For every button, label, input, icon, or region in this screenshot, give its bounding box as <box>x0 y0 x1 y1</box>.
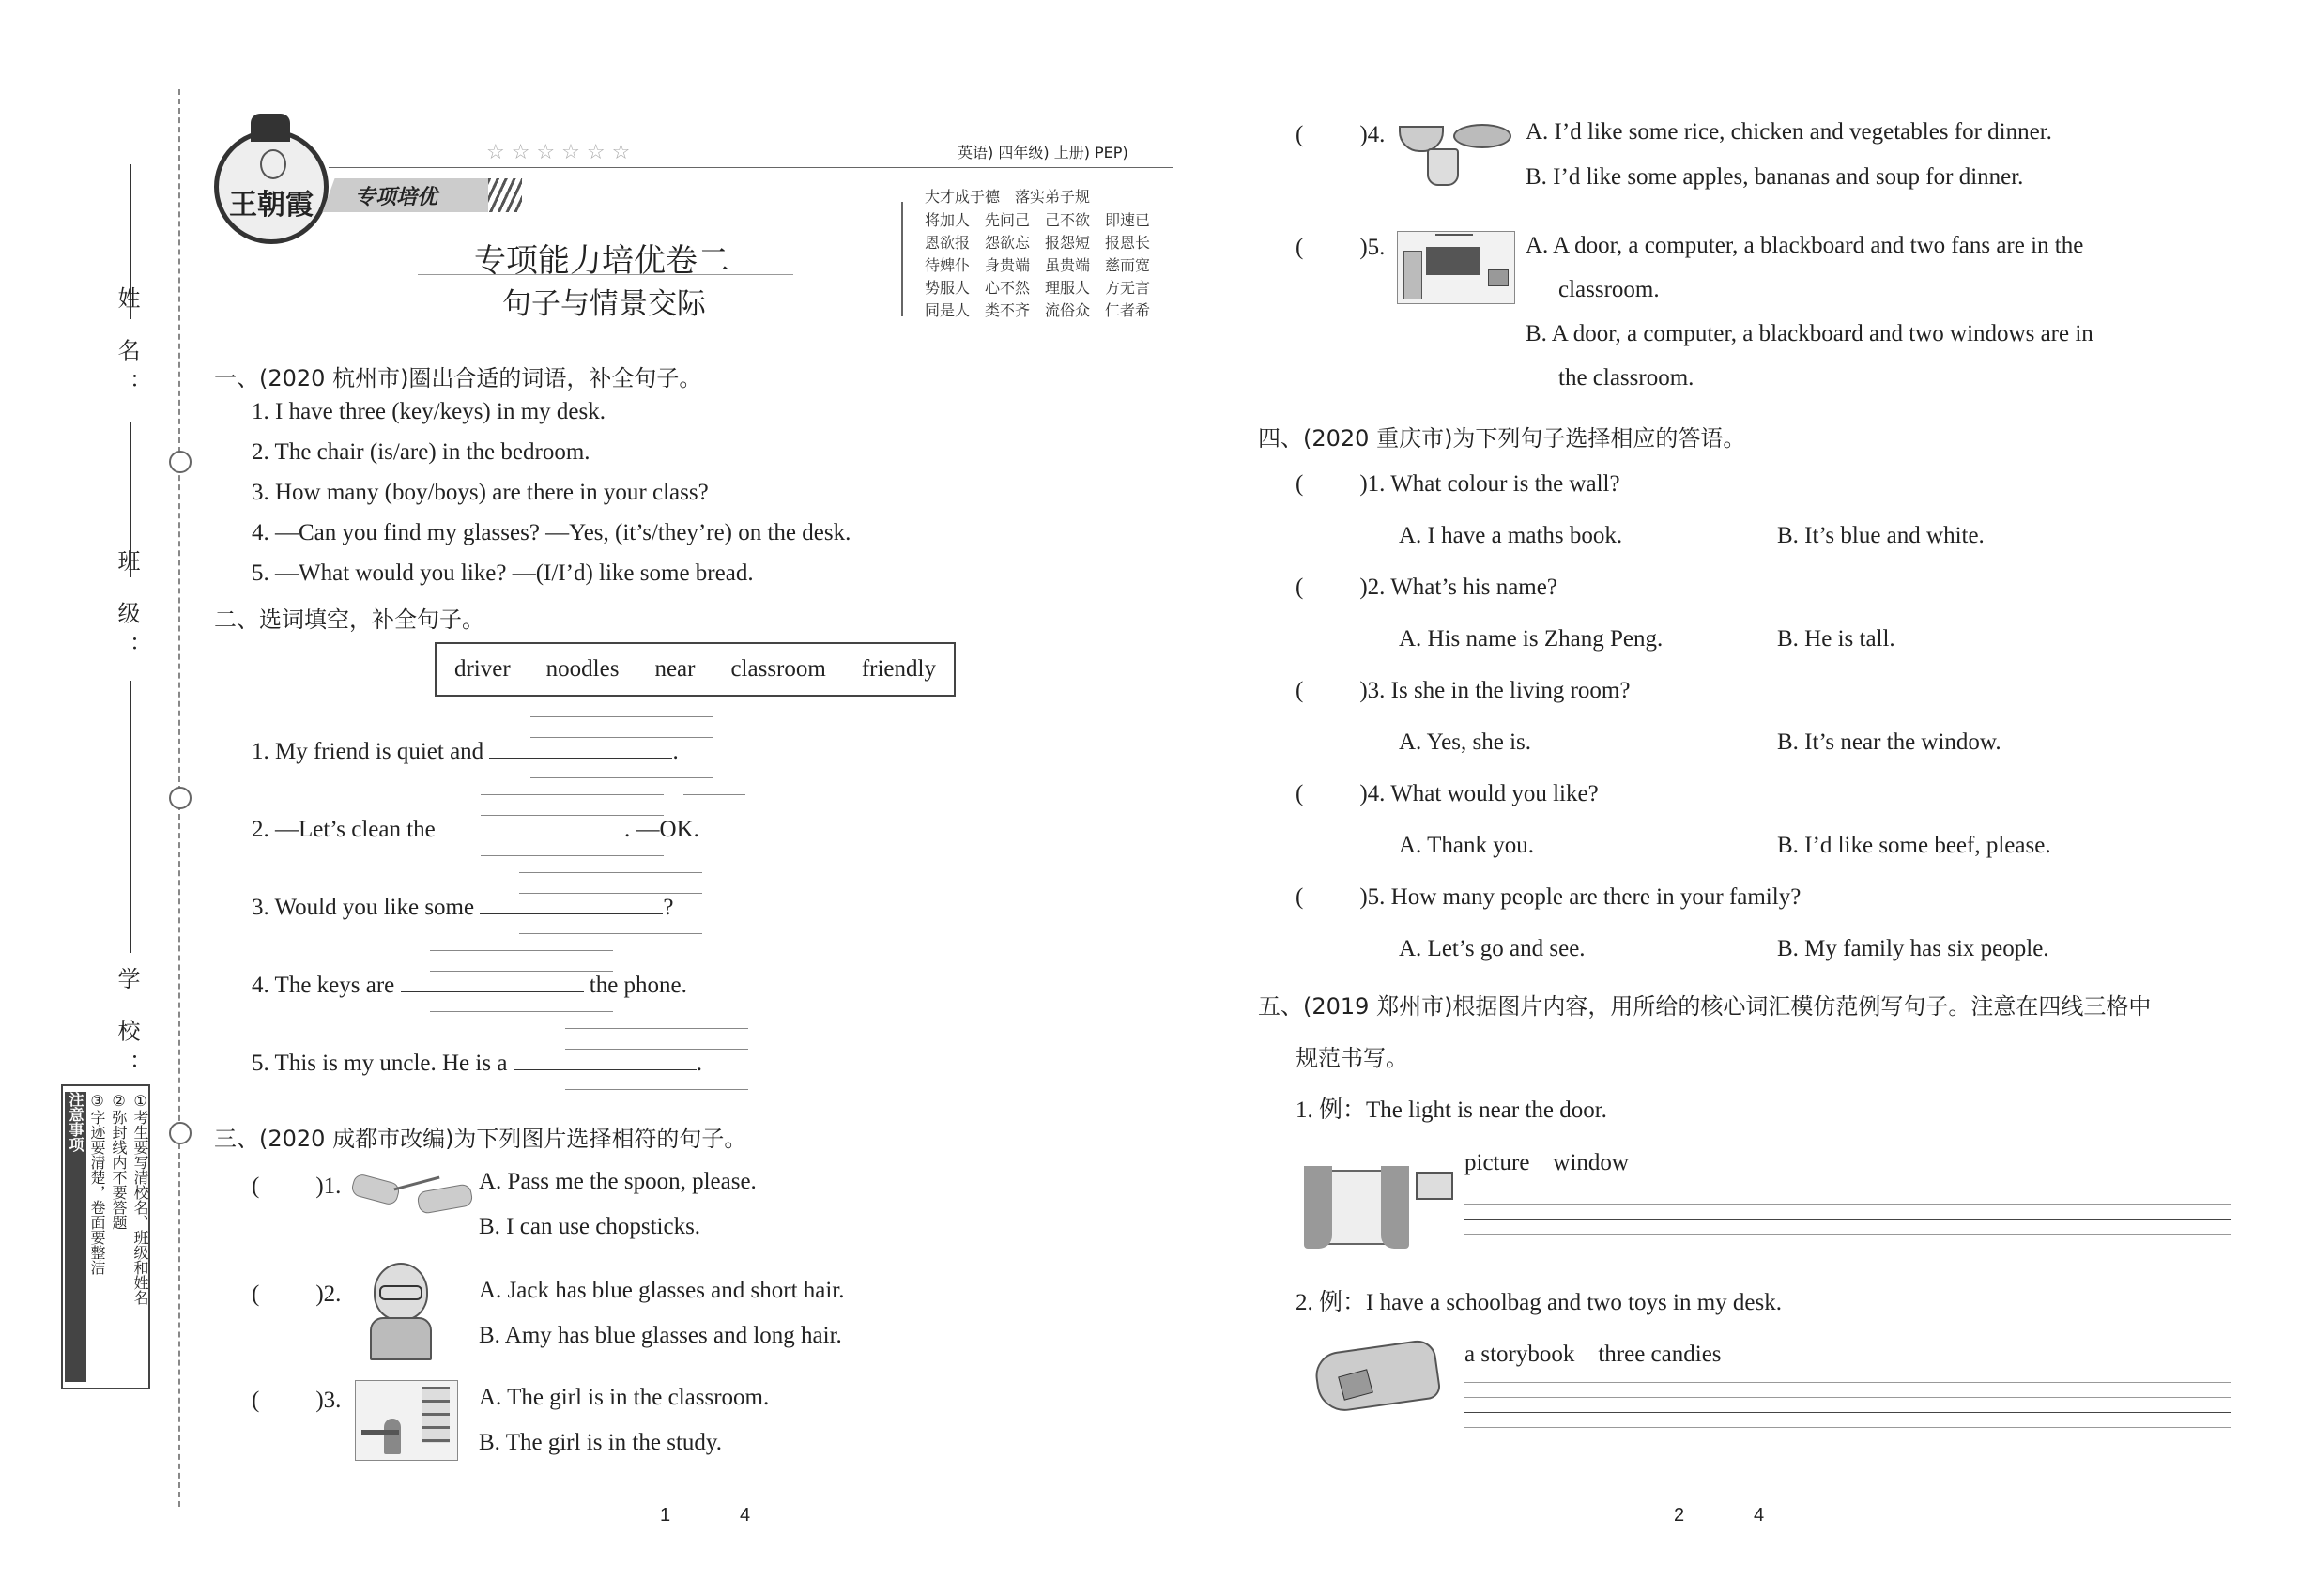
s3-item-1-option-b: B. I can use chopsticks. <box>479 1214 701 1239</box>
s2-item-5 <box>252 1047 702 1077</box>
s4-item-2-option-a: A. His name is Zhang Peng. <box>1399 626 1664 652</box>
s2-item-2-blank[interactable] <box>441 813 624 836</box>
s2-item-5-after: . <box>696 1051 702 1076</box>
s3-item-2-option-b: B. Amy has blue glasses and long hair. <box>479 1323 842 1348</box>
word-box-word-3: near <box>654 656 696 682</box>
left-page-total: 4 <box>740 1505 751 1526</box>
s3-item-5-option-a-cont: classroom. <box>1558 277 1660 302</box>
girl-icon <box>384 1419 401 1454</box>
s3-item-3-answer-paren[interactable]: ( )3. <box>252 1388 342 1413</box>
s3-item-1-answer-paren[interactable]: ( )1. <box>252 1174 342 1199</box>
s5-item-1-line-2 <box>1464 1204 2231 1205</box>
s2-item-1-after: . <box>672 739 679 764</box>
motto-row-3: 待婢仆 身贵端 虽贵端 慈而宽 <box>925 256 1151 274</box>
s2-item-1-text: 1. My friend is quiet and <box>252 739 484 764</box>
grade-tags: 英语) 四年级) 上册) PEP) <box>958 144 1128 161</box>
s2-item-4-text: 4. The keys are <box>252 973 395 998</box>
glasses-icon <box>379 1285 422 1300</box>
blackboard-icon <box>1426 247 1480 275</box>
s2-item-1-guide-mid <box>530 737 713 738</box>
s1-item-2: 2. The chair (is/are) in the bedroom. <box>252 439 590 465</box>
title-rule <box>418 274 793 275</box>
s5-item-1-line-3 <box>1464 1219 2231 1220</box>
s4-item-4-answer-paren[interactable]: ( )4. What would you like? <box>1296 781 1599 806</box>
s2-item-2-guide-mid <box>481 815 664 816</box>
computer-icon <box>1488 269 1509 286</box>
s4-item-2-answer-paren[interactable]: ( )2. What’s his name? <box>1296 575 1557 600</box>
notes-item-1: ①考生要写清校名、班级和姓名 <box>131 1092 149 1305</box>
name-label: 姓 名： <box>114 286 140 407</box>
binding-circle-3 <box>169 1122 192 1144</box>
s4-item-4-option-b: B. I’d like some beef, please. <box>1777 833 2051 858</box>
s3-item-3-option-a: A. The girl is in the classroom. <box>479 1385 770 1410</box>
logo-portrait-icon <box>260 149 286 179</box>
logo-text: 王朝霞 <box>229 189 314 222</box>
schoolbag-icon <box>1312 1338 1442 1414</box>
s5-item-2-line-1 <box>1464 1382 2231 1383</box>
difficulty-stars: ☆ ☆ ☆ ☆ ☆ ☆ <box>486 141 631 164</box>
boy-glasses-picture <box>366 1263 432 1357</box>
right-page-total: 4 <box>1754 1505 1765 1526</box>
word-box-word-5: friendly <box>861 656 936 682</box>
s3-item-4-option-a: A. I’d like some rice, chicken and vegetables for dinner. <box>1526 119 2052 145</box>
s3-item-2-answer-paren[interactable]: ( )2. <box>252 1281 342 1307</box>
s2-item-4-guide-mid <box>430 971 613 972</box>
binding-circle-2 <box>169 787 192 809</box>
s4-item-2-question: )2. What’s his name? <box>1359 575 1557 600</box>
s5-item-2-line-3 <box>1464 1412 2231 1413</box>
s2-item-1 <box>252 735 679 765</box>
notes-item-2: ②弥封线内不要答题 <box>110 1092 128 1230</box>
s4-item-4-option-a: A. Thank you. <box>1399 833 1534 858</box>
school-field-line[interactable] <box>130 681 131 953</box>
right-page-number: 2 <box>1674 1505 1685 1526</box>
notes-item-3: ③字迹要清楚，卷面要整洁 <box>88 1092 106 1275</box>
s2-item-4 <box>252 969 687 999</box>
word-box-word-2: noodles <box>545 656 620 682</box>
hand-right-icon <box>416 1183 473 1215</box>
word-box-word-1: driver <box>453 656 511 682</box>
logo-emblem <box>214 130 329 244</box>
s2-item-3-guide-bot <box>519 933 702 934</box>
banner-label: 专项培优 <box>355 186 438 209</box>
desk-icon <box>361 1430 399 1435</box>
s3-item-5-num: )5. <box>1359 235 1386 260</box>
page-subtitle: 句子与情景交际 <box>502 287 706 321</box>
s2-item-1-guide-top <box>530 716 713 717</box>
s1-item-1: 1. I have three (key/keys) in my desk. <box>252 399 606 424</box>
s3-item-3-option-b: B. The girl is in the study. <box>479 1430 723 1455</box>
s2-item-2-ok-guide <box>683 794 745 795</box>
s2-item-2 <box>252 813 699 843</box>
notes-box <box>61 1084 150 1389</box>
motto-row-4: 势服人 心不然 理服人 方无言 <box>925 279 1151 297</box>
s3-item-2-option-a: A. Jack has blue glasses and short hair. <box>479 1278 845 1303</box>
banner-stripes-icon <box>488 178 522 212</box>
page-title: 专项能力培优卷二 <box>474 242 729 280</box>
s2-item-4-blank[interactable] <box>401 969 584 992</box>
s2-item-2-guide-top <box>481 794 664 795</box>
dinner-picture <box>1399 118 1510 186</box>
school-label: 学 校： <box>114 967 140 1087</box>
s5-item-2-example: 2. 例：I have a schoolbag and two toys in my desk. <box>1296 1290 1782 1315</box>
s2-item-3-guide-mid <box>519 893 702 894</box>
section4-heading: 四、(2020 重庆市)为下列句子选择相应的答语。 <box>1258 425 1746 452</box>
s5-item-1-writing-lines[interactable] <box>1464 1189 2231 1251</box>
boy-body-icon <box>370 1317 432 1360</box>
schoolbag-picture <box>1303 1343 1444 1418</box>
s4-item-2-option-b: B. He is tall. <box>1777 626 1895 652</box>
s4-item-1-answer-paren[interactable]: ( )1. What colour is the wall? <box>1296 471 1620 497</box>
s2-item-1-blank[interactable] <box>489 735 672 759</box>
s3-item-4-num: )4. <box>1359 122 1386 147</box>
s2-item-3-after: ? <box>663 895 674 920</box>
s4-item-1-question: )1. What colour is the wall? <box>1359 471 1620 497</box>
s4-item-5-question: )5. How many people are there in your family? <box>1359 884 1802 910</box>
tag-edition: PEP <box>1095 144 1123 161</box>
s2-item-3-text: 3. Would you like some <box>252 895 475 920</box>
s3-item-1-option-a: A. Pass me the spoon, please. <box>479 1169 757 1194</box>
s2-item-2-text: 2. —Let’s clean the <box>252 817 436 842</box>
s4-item-4-question: )4. What would you like? <box>1359 781 1599 806</box>
small-picture-frame-icon <box>1416 1172 1453 1200</box>
s5-item-2-line-2 <box>1464 1397 2231 1398</box>
s1-item-4: 4. —Can you find my glasses? —Yes, (it’s/they’re) on the desk. <box>252 520 851 545</box>
s2-item-4-guide-top <box>430 950 613 951</box>
section5-heading-cont: 规范书写。 <box>1296 1045 1408 1071</box>
s3-item-4-option-b: B. I’d like some apples, bananas and soup for dinner. <box>1526 164 2024 190</box>
s2-item-5-text: 5. This is my uncle. He is a <box>252 1051 508 1076</box>
s4-item-3-option-a: A. Yes, she is. <box>1399 729 1532 755</box>
class-label: 班 级： <box>114 549 140 669</box>
bookshelf-icon <box>422 1387 450 1443</box>
word-box-word-4: classroom <box>730 656 826 682</box>
s3-item-4-answer-paren[interactable]: ( )4. <box>1296 122 1386 147</box>
s4-item-5-option-b: B. My family has six people. <box>1777 936 2049 961</box>
motto-line1: 大才成于德 落实弟子规 <box>925 188 1091 206</box>
s2-item-5-guide-top <box>565 1028 748 1029</box>
s5-item-2-words: a storybook three candies <box>1464 1342 1722 1367</box>
section2-heading: 二、选词填空，补全句子。 <box>214 606 484 633</box>
s4-item-3-question: )3. Is she in the living room? <box>1359 678 1631 703</box>
s3-item-5-answer-paren[interactable]: ( )5. <box>1296 235 1386 260</box>
s3-item-2-num: )2. <box>315 1281 342 1307</box>
s1-item-5: 5. —What would you like? —(I/I’d) like some bread. <box>252 560 754 586</box>
s2-item-3 <box>252 891 673 921</box>
s5-item-2-writing-lines[interactable] <box>1464 1382 2231 1444</box>
section5-heading: 五、(2019 郑州市)根据图片内容，用所给的核心词汇模仿范例写句子。注意在四线三格中 <box>1258 993 2152 1020</box>
s4-item-1-option-b: B. It’s blue and white. <box>1777 523 1985 548</box>
s4-item-1-option-a: A. I have a maths book. <box>1399 523 1623 548</box>
tag-subject: 英语 <box>958 144 989 161</box>
s3-item-1-num: )1. <box>315 1174 342 1199</box>
section1-heading: 一、(2020 杭州市)圈出合适的词语，补全句子。 <box>214 365 702 391</box>
s2-item-5-guide-mid <box>565 1049 748 1050</box>
s4-item-3-answer-paren[interactable]: ( )3. Is she in the living room? <box>1296 678 1631 703</box>
fan-icon <box>1435 234 1473 241</box>
s2-item-4-after: the phone. <box>589 973 687 998</box>
plate-icon <box>1453 124 1511 148</box>
s4-item-5-option-a: A. Let’s go and see. <box>1399 936 1586 961</box>
motto-row-5: 同是人 类不齐 流俗众 仁者希 <box>925 301 1151 319</box>
s1-item-3: 3. How many (boy/boys) are there in your class? <box>252 480 709 505</box>
s2-item-5-guide-bot <box>565 1089 748 1090</box>
s2-item-4-guide-bot <box>430 1011 613 1012</box>
s2-item-3-guide-top <box>519 872 702 873</box>
left-page-number: 1 <box>660 1505 671 1526</box>
s3-item-5-option-b-cont: the classroom. <box>1558 365 1694 391</box>
tag-volume: 上册 <box>1053 144 1084 161</box>
motto-row-1: 将加人 先问己 己不欲 即速已 <box>925 211 1151 229</box>
s4-item-3-option-b: B. It’s near the window. <box>1777 729 2001 755</box>
s5-item-1-example: 1. 例：The light is near the door. <box>1296 1097 1607 1123</box>
binding-circle-1 <box>169 451 192 473</box>
logo-crown-icon <box>251 114 290 142</box>
s2-item-1-guide-bot <box>530 777 713 778</box>
s3-item-5-option-b: B. A door, a computer, a blackboard and two windows are in <box>1526 321 2093 346</box>
girl-study-picture <box>355 1380 458 1461</box>
window-curtain-picture <box>1300 1164 1413 1251</box>
motto-divider <box>901 202 903 316</box>
s5-item-1-words: picture window <box>1464 1150 1629 1175</box>
section3-heading: 三、(2020 成都市改编)为下列图片选择相符的句子。 <box>214 1126 747 1152</box>
header-rule <box>329 167 1173 168</box>
tag-grade: 四年级 <box>998 144 1044 161</box>
s5-item-2-line-4 <box>1464 1427 2231 1428</box>
curtain-right-icon <box>1381 1166 1409 1249</box>
s5-item-1-line-4 <box>1464 1234 2231 1235</box>
classroom-picture <box>1397 231 1515 304</box>
motto-row-2: 恩欲报 怨欲忘 报怨短 报恩长 <box>925 234 1151 252</box>
spoon-hands-picture <box>352 1169 472 1216</box>
s2-item-2-after: . —OK. <box>624 817 699 842</box>
s4-item-5-answer-paren[interactable]: ( )5. How many people are there in your family? <box>1296 884 1802 910</box>
s2-item-3-blank[interactable] <box>480 891 663 914</box>
cup-icon <box>1427 148 1459 186</box>
s3-item-3-num: )3. <box>315 1388 342 1413</box>
curtain-left-icon <box>1304 1166 1332 1249</box>
door-icon <box>1403 251 1422 299</box>
s2-item-5-blank[interactable] <box>514 1047 697 1070</box>
s2-item-2-guide-bot <box>481 855 664 856</box>
s3-item-5-option-a: A. A door, a computer, a blackboard and two fans are in the <box>1526 233 2084 258</box>
notes-title: 注意事项 <box>65 1092 86 1382</box>
word-box <box>435 642 956 697</box>
